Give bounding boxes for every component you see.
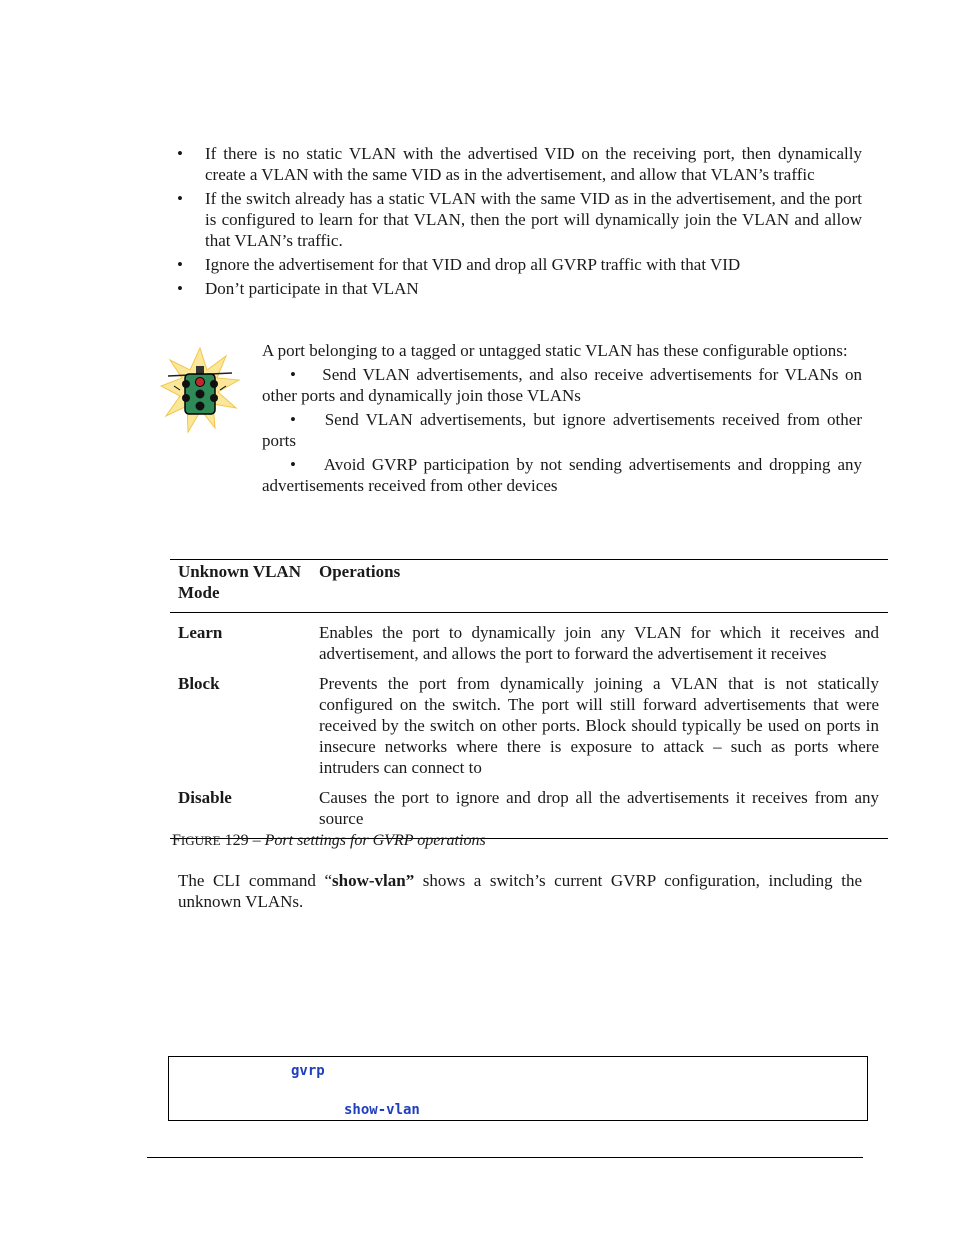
bullet-text: Ignore the advertisement for that VID and drop all GVRP traffic with that VID	[205, 255, 741, 274]
note-block	[262, 340, 862, 499]
figure-caption	[172, 831, 486, 851]
caption-text: Port settings for GVRP operations	[264, 832, 486, 849]
bullet-text: Don’t participate in that VLAN	[205, 279, 419, 298]
bullet-dot: •	[177, 144, 183, 163]
mode-cell: Block	[178, 674, 220, 693]
bullet-text: If the switch already has a static VLAN with the same VID as in the advertisement, and the port is configured to learn for that VLAN, then the port will dynamically join the VLAN and allow that VLAN’s traffic.	[205, 189, 862, 250]
note-option-text: Avoid GVRP participation by not sending advertisements and dropping any advertisements received from other devices	[262, 455, 862, 495]
footer-divider	[147, 1157, 863, 1158]
note-option-text: Send VLAN advertisements, but ignore advertisements received from other ports	[262, 410, 862, 450]
cli-text-after: shows a switch’s current GVRP configuration, including the unknown VLANs.	[178, 871, 862, 911]
gvrp-operations-table	[170, 559, 888, 839]
cli-paragraph	[178, 870, 862, 912]
bullet-dot: •	[177, 279, 183, 298]
note-option	[262, 364, 862, 406]
header-unknown-vlan-mode	[170, 560, 319, 613]
caption-separator: –	[248, 832, 265, 849]
bullet-dot: •	[177, 255, 183, 274]
caption-label-first: F	[172, 832, 181, 849]
bullet-dot: •	[177, 189, 183, 208]
cli-text-before: The CLI command “	[178, 871, 333, 890]
list-item	[172, 188, 862, 251]
list-item	[172, 143, 862, 185]
list-item	[172, 254, 862, 275]
note-option-text: Send VLAN advertisements, and also receive advertisements for VLANs on other ports and dynamically join those VLANs	[262, 365, 862, 405]
operation-cell: Enables the port to dynamically join any VLAN for which it receives and advertisement, and allows the port to forward the advertisement it receives	[319, 623, 879, 663]
header-label: Unknown VLAN Mode	[178, 562, 301, 602]
cli-command: show-vlan”	[332, 871, 415, 890]
operation-cell: Prevents the port from dynamically joining a VLAN that is not statically configured on the switch. The port will still forward advertisements that were received by the switch on other ports. Block should typically be used on ports in insecure networks where there is exposure to attack – such as ports where intruders can connect to	[319, 674, 879, 777]
bullet-dot: •	[290, 365, 296, 384]
traffic-light-icon	[160, 346, 240, 434]
note-option	[262, 409, 862, 451]
table-row	[170, 613, 888, 674]
bullet-list	[172, 143, 862, 302]
bullet-dot: •	[290, 455, 296, 474]
mode-cell: Disable	[178, 788, 232, 807]
note-option	[262, 454, 862, 496]
caption-label-rest: IGURE	[180, 833, 221, 848]
code-line-show-vlan: show-vlan	[344, 1102, 420, 1118]
mode-cell: Learn	[178, 623, 223, 642]
operation-cell: Causes the port to ignore and drop all the advertisements it receives from any source	[319, 788, 879, 828]
note-intro: A port belonging to a tagged or untagged static VLAN has these configurable options:	[262, 341, 848, 360]
table-header-row	[170, 560, 888, 613]
header-operations: Operations	[319, 562, 401, 581]
caption-number: 129	[224, 832, 249, 849]
code-line-gvrp: gvrp	[291, 1063, 325, 1079]
bullet-text: If there is no static VLAN with the advertised VID on the receiving port, then dynamically create a VLAN with the same VID as in the advertisement, and allow that VLAN’s traffic	[205, 144, 862, 184]
code-box	[168, 1056, 868, 1121]
table-row	[170, 673, 888, 787]
bullet-dot: •	[290, 410, 296, 429]
list-item	[172, 278, 862, 299]
